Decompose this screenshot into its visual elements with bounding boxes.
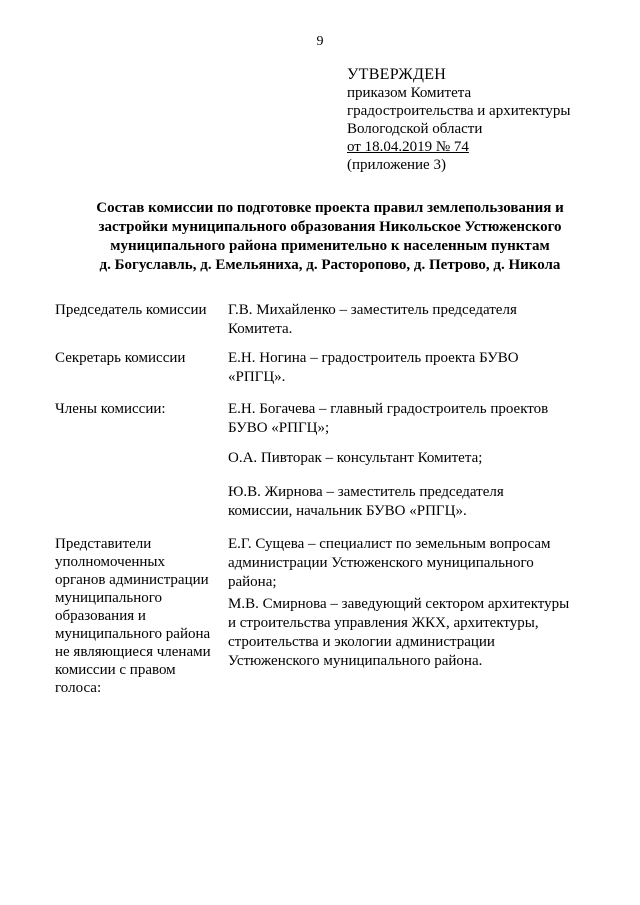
member-pivtorak [228, 449, 588, 468]
member-line: Комитета. [228, 321, 293, 337]
member-line: Е.Н. Ногина – градостроитель проекта БУВО [228, 350, 519, 366]
member-line: БУВО «РПГЦ»; [228, 420, 330, 436]
role-line: органов администрации [55, 572, 209, 588]
role-line: не являющиеся членами [55, 644, 211, 660]
member-line: Г.В. Михайленко – заместитель председателя [228, 302, 517, 318]
approval-line: градостроительства и архитектуры [347, 103, 571, 119]
member-sushcheva [228, 535, 588, 592]
secretary-member [228, 349, 588, 387]
member-line: комиссии, начальник БУВО «РПГЦ». [228, 503, 467, 519]
title-line: муниципального района применительно к населенным пунктам [110, 238, 550, 254]
member-line: администрации Устюженского муниципального [228, 555, 534, 571]
approval-block [347, 66, 627, 174]
member-line: района; [228, 574, 277, 590]
member-line: Устюженского муниципального района. [228, 653, 483, 669]
document-title [60, 199, 600, 275]
approval-heading: УТВЕРЖДЕН [347, 66, 447, 83]
approval-line: Вологодской области [347, 121, 483, 137]
role-line: комиссии с правом [55, 662, 176, 678]
member-line: Ю.В. Жирнова – заместитель председателя [228, 484, 504, 500]
approval-line: приказом Комитета [347, 85, 472, 101]
member-line: О.А. Пивторак – консультант Комитета; [228, 450, 483, 466]
chair-role: Председатель комиссии [55, 302, 207, 318]
role-line: уполномоченных [55, 554, 165, 570]
representatives-role [55, 535, 215, 697]
role-line: муниципального [55, 590, 163, 606]
title-line: д. Богуславль, д. Емельяниха, д. Расторопово, д. Петрово, д. Никола [99, 257, 561, 273]
approval-order-date: от 18.04.2019 № 74 [347, 139, 469, 155]
member-smirnova [228, 595, 588, 671]
role-line: голоса: [55, 680, 102, 696]
member-line: Е.Н. Богачева – главный градостроитель проектов [228, 401, 549, 417]
title-line: застройки муниципального образования Никольское Устюженского [98, 219, 562, 235]
member-line: «РПГЦ». [228, 369, 286, 385]
members-role: Члены комиссии: [55, 401, 166, 417]
role-line: муниципального района [55, 626, 211, 642]
role-line: Представители [55, 536, 152, 552]
member-line: М.В. Смирнова – заведующий сектором архитектуры [228, 596, 570, 612]
member-bogacheva [228, 400, 588, 438]
role-line: образования и [55, 608, 146, 624]
page-number: 9 [316, 34, 324, 49]
title-line: Состав комиссии по подготовке проекта правил землепользования и [96, 200, 564, 216]
member-line: строительства и экологии администрации [228, 634, 495, 650]
secretary-role: Секретарь комиссии [55, 350, 186, 366]
member-line: Е.Г. Сущева – специалист по земельным вопросам [228, 536, 551, 552]
chair-member [228, 301, 588, 339]
approval-appendix: (приложение 3) [347, 157, 446, 173]
member-zhirnova [228, 483, 588, 521]
member-line: и строительства управления ЖКХ, архитектуры, [228, 615, 539, 631]
